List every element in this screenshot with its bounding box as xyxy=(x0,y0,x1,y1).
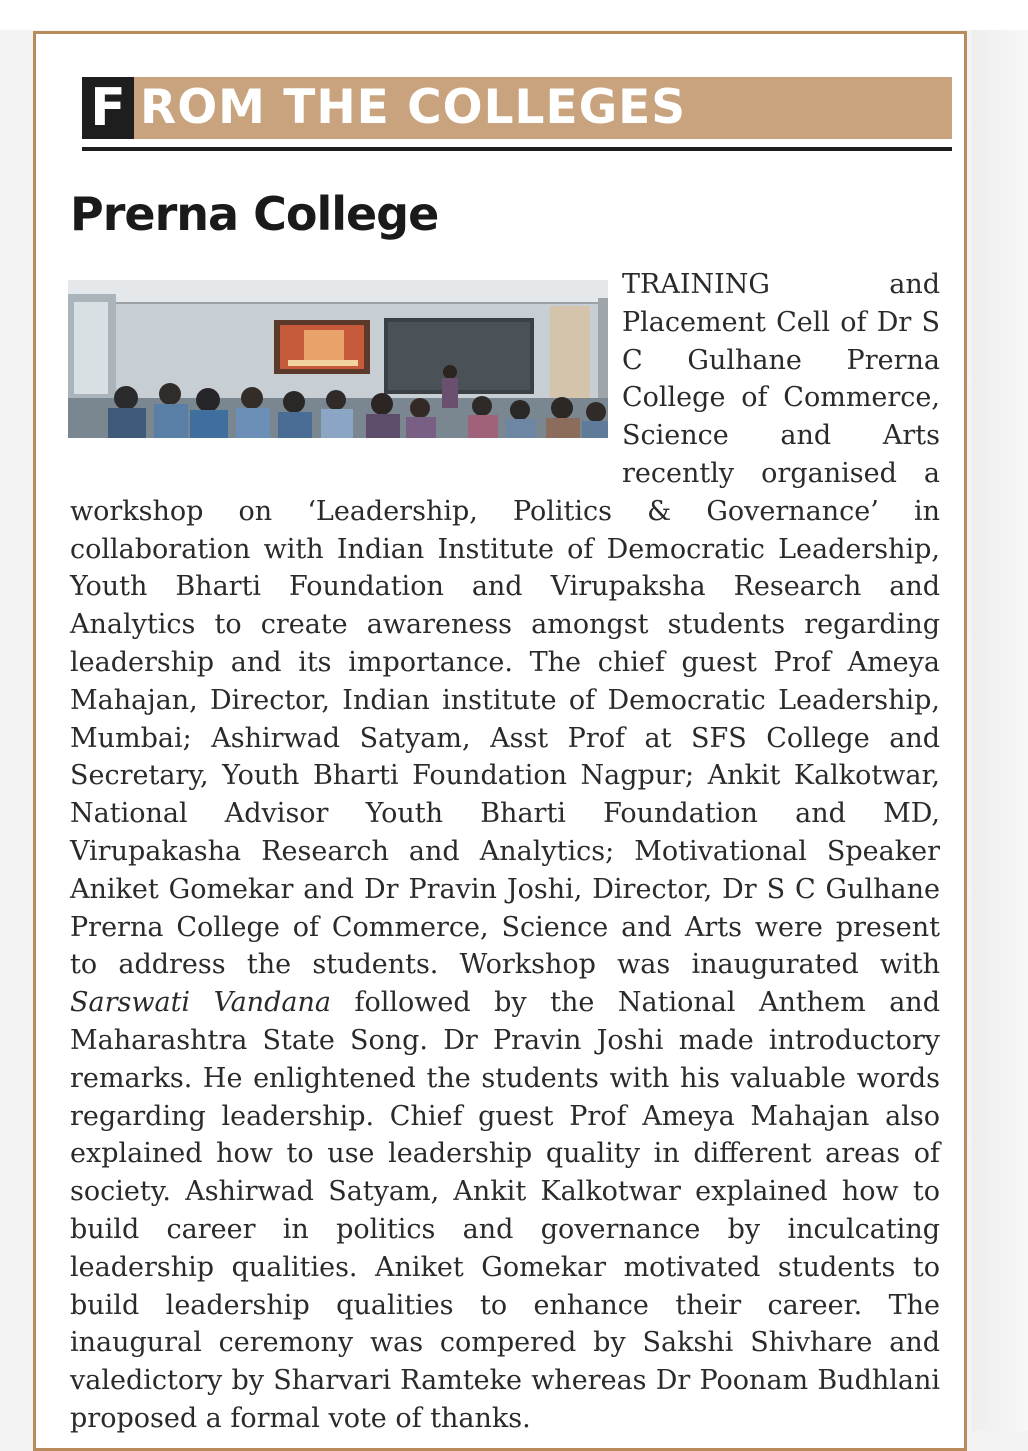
section-initial: F xyxy=(82,77,134,139)
section-banner xyxy=(82,77,952,139)
section-rule xyxy=(82,147,952,151)
page-edge-shadow xyxy=(972,30,1028,1431)
article-body-italic: Sarswati Vandana xyxy=(70,987,331,1019)
top-strip xyxy=(0,0,1028,30)
article-panel xyxy=(33,31,967,1451)
photo-wrap-space xyxy=(70,266,622,456)
section-title: ROM THE COLLEGES xyxy=(140,80,687,135)
article-body-tail: followed by the National Anthem and Maharashtra State Song. Dr Pravin Joshi made introductory remarks. He enlightened the students with his valuable words regarding leadership. Chief guest Prof Ameya Mahajan also explained how to use leadership quality in different areas of society. Ashirwad Satyam, Ankit Kalkotwar explained how to build career in politics and governance by inculcating leadership qualities. Aniket Gomekar motivated students to build leadership qualities to enhance their career. The inaugural ceremony was compered by Sakshi Shivhare and valedictory by Sharvari Ramteke whereas Dr Poonam Budhlani proposed a formal vote of thanks. xyxy=(70,987,940,1434)
article-body xyxy=(70,266,940,1438)
article-body-lead: TRAINING and Placement Cell of Dr S C Gulhane Prerna College of Commerce, Science and Arts recently organised a workshop on ‘Leadership, Politics & Governance’ in collaboration with Indian Institute of Democratic Leadership, Youth Bharti Foundation and Virupaksha Research and Analytics to create awareness amongst students regarding leadership and its importance. The chief guest Prof Ameya Mahajan, Director, Indian institute of Democratic Leadership, Mumbai; Ashirwad Satyam, Asst Prof at SFS College and Secretary, Youth Bharti Foundation Nagpur; Ankit Kalkotwar, National Advisor Youth Bharti Foundation and MD, Virupakasha Research and Analytics; Motivational Speaker Aniket Gomekar and Dr Pravin Joshi, Director, Dr S C Gulhane Prerna College of Commerce, Science and Arts were present to address the students. Workshop was inaugurated with xyxy=(70,269,940,981)
article-headline: Prerna College xyxy=(70,187,439,241)
